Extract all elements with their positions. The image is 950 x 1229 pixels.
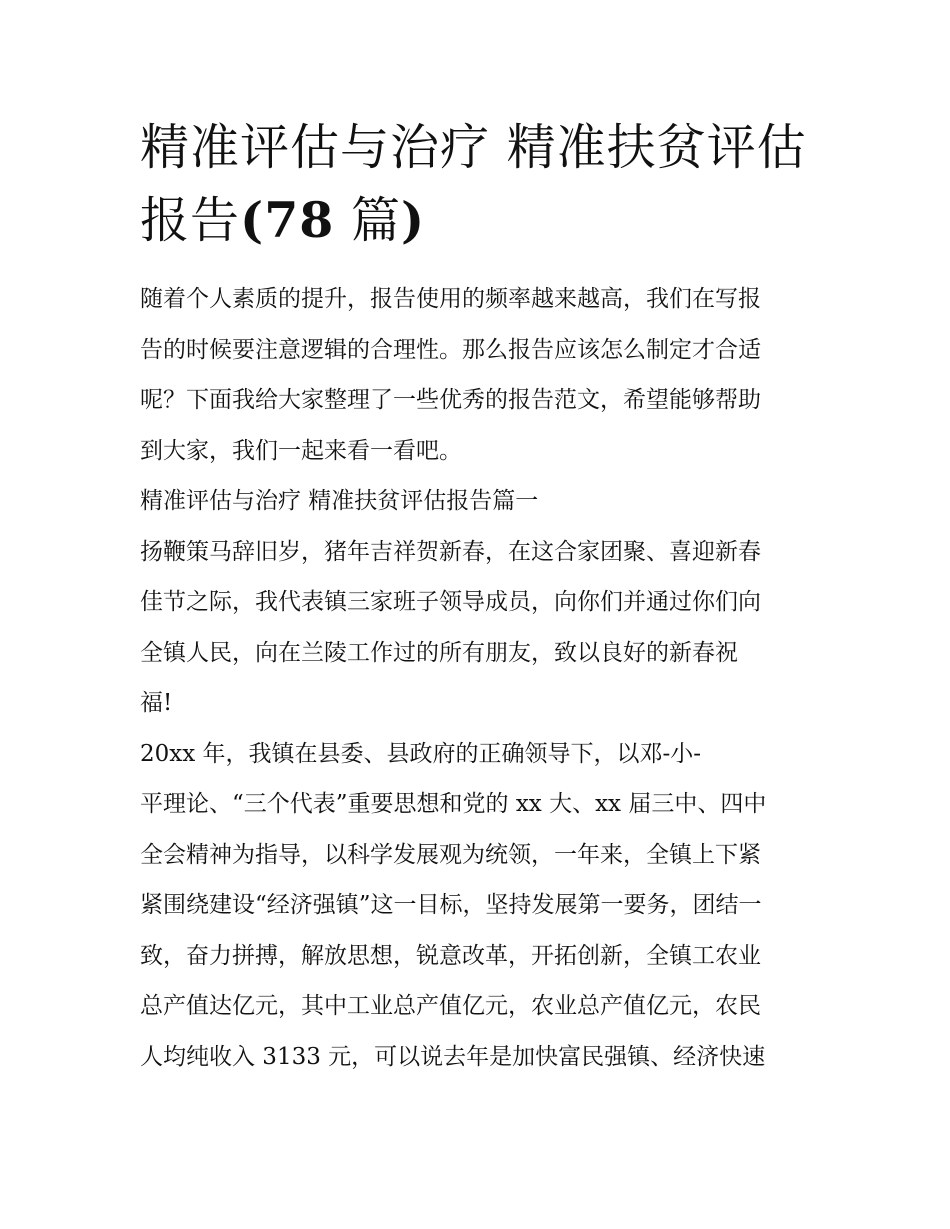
text-line: 人均纯收入 3133 元，可以说去年是加快富民强镇、经济快速 (140, 1043, 766, 1070)
title-line-2 (140, 184, 812, 256)
title-prefix: 报告 (140, 192, 241, 249)
text-line: 呢？下面我给大家整理了一些优秀的报告范文，希望能够帮助 (140, 387, 761, 413)
paragraph-greeting (140, 527, 812, 729)
text-line: 致，奋力拼搏，解放思想，锐意改革，开拓创新，全镇工农业 (140, 942, 761, 969)
paragraph-review (140, 729, 812, 1083)
text-line: 全镇人民，向在兰陵工作过的所有朋友，致以良好的新春祝 (140, 639, 738, 666)
text-line: 精准评估与治疗 精准扶贫评估报告篇一 (140, 488, 539, 514)
text-line: 总产值达亿元，其中工业总产值亿元，农业总产值亿元，农民 (140, 993, 761, 1019)
paragraph-intro (140, 274, 812, 476)
text-line: 佳节之际，我代表镇三家班子领导成员，向你们并通过你们向 (140, 589, 761, 615)
text-line: 全会精神为指导，以科学发展观为统领，一年来，全镇上下紧 (140, 841, 761, 868)
title-suffix: 篇 (334, 192, 401, 249)
section-heading (140, 476, 812, 527)
text-line: 平理论、“三个代表”重要思想和党的 xx 大、xx 届三中、四中 (140, 791, 767, 817)
title-close: ) (400, 191, 426, 249)
document-page (140, 112, 812, 1082)
text-line: 扬鞭策马辞旧岁，猪年吉祥贺新春，在这合家团聚、喜迎新春 (140, 538, 761, 565)
title-line-1: 精准评估与治疗 精准扶贫评估 (140, 119, 807, 176)
text-line: 随着个人素质的提升，报告使用的频率越来越高，我们在写报 (140, 286, 761, 312)
title-count: (78 (240, 191, 335, 249)
document-body (140, 274, 812, 1082)
text-line: 到大家，我们一起来看一看吧。 (140, 437, 462, 464)
text-line: 告的时候要注意逻辑的合理性。那么报告应该怎么制定才合适 (140, 336, 761, 363)
text-line: 20xx 年，我镇在县委、县政府的正确领导下，以邓-小- (140, 740, 702, 767)
text-line: 紧围绕建设“经济强镇”这一目标，坚持发展第一要务，团结一 (140, 892, 762, 918)
document-title (140, 112, 812, 256)
text-line: 福! (140, 690, 173, 716)
